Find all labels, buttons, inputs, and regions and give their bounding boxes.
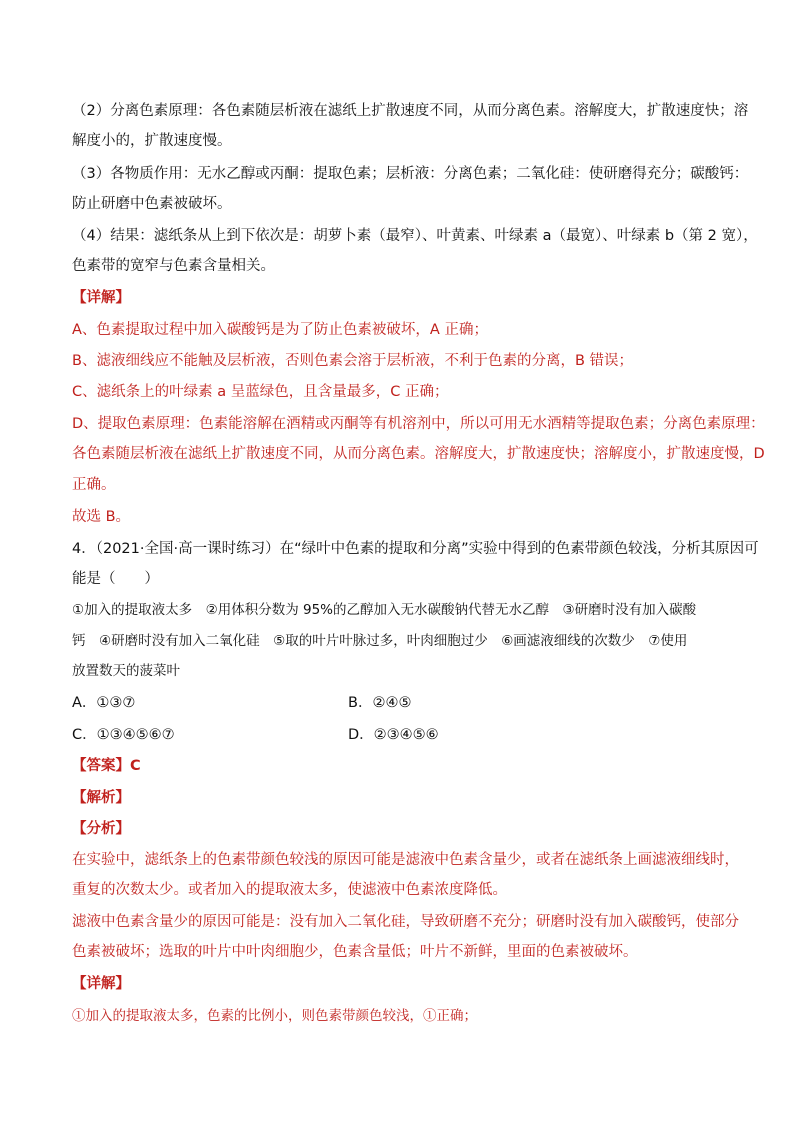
detail-option-d-line1: D、提取色素原理：色素能溶解在酒精或丙酮等有机溶剂中，所以可用无水酒精等提取色素；分离色素原理： [72,416,765,432]
answer-label: 【答案】C [72,758,141,774]
intro-p3-line1: （3）各物质作用：无水乙醇或丙酮：提取色素；层析液：分离色素；二氧化硅：使研磨得充分；碳酸钙： [72,166,749,182]
option-d: D．②③④⑤⑥ [348,727,439,743]
analysis-label: 【解析】 [72,790,130,806]
detail-option-a: A、色素提取过程中加入碳酸钙是为了防止色素被破坏，A 正确； [72,322,488,338]
detail2-heading: 【详解】 [72,976,130,992]
question-stem-line1: 4．（2021·全国·高一课时练习）在“绿叶中色素的提取和分离”实验中得到的色素带颜色较浅，分析其原因可 [72,541,759,557]
detail-option-d-line3: 正确。 [72,477,116,493]
question-stem-line2: 能是（ ） [72,571,159,587]
question-items-line3: 放置数天的菠菜叶 [72,663,180,679]
detail2-item1: ①加入的提取液太多，色素的比例小，则色素带颜色较浅，①正确； [72,1008,477,1024]
fenxi-line3: 滤液中色素含量少的原因可能是：没有加入二氧化硅，导致研磨不充分；研磨时没有加入碳酸钙，使部分 [72,914,739,930]
detail-option-d-line2: 各色素随层析液在滤纸上扩散速度不同，从而分离色素。溶解度大，扩散速度快；溶解度小，扩散速度慢，D [72,446,765,462]
intro-p4-line1: （4）结果：滤纸条从上到下依次是：胡萝卜素（最窄）、叶黄素、叶绿素 a（最宽）、叶绿素 b（第 2 宽）， [72,228,758,244]
intro-p4-line2: 色素带的宽窄与色素含量相关。 [72,258,275,274]
option-c: C．①③④⑤⑥⑦ [72,727,175,743]
detail-option-b: B、滤液细线应不能触及层析液，否则色素会溶于层析液，不利于色素的分离，B 错误； [72,353,634,369]
fenxi-line2: 重复的次数太少。或者加入的提取液太多，使滤液中色素浓度降低。 [72,882,507,898]
intro-p3-line2: 防止研磨中色素被破坏。 [72,196,232,212]
detail-heading: 【详解】 [72,290,130,306]
option-b: B．②④⑤ [348,695,412,711]
fenxi-line1: 在实验中，滤纸条上的色素带颜色较浅的原因可能是滤液中色素含量少，或者在滤纸条上画滤液细线时， [72,852,739,868]
intro-p2-line1: （2）分离色素原理：各色素随层析液在滤纸上扩散速度不同，从而分离色素。溶解度大，扩散速度快；溶 [72,103,749,119]
fenxi-line4: 色素被破坏；选取的叶片中叶肉细胞少，色素含量低；叶片不新鲜，里面的色素被破坏。 [72,944,638,960]
question-items-line1: ①加入的提取液太多 ②用体积分数为 95%的乙醇加入无水碳酸钠代替无水乙醇 ③研磨时没有加入碳酸 [72,602,697,618]
question-items-line2: 钙 ④研磨时没有加入二氧化硅 ⑤取的叶片叶脉过多，叶肉细胞过少 ⑥画滤液细线的次数少 ⑦使用 [72,633,688,649]
fenxi-label: 【分析】 [72,821,130,837]
detail-option-c: C、滤纸条上的叶绿素 a 呈蓝绿色，且含量最多，C 正确； [72,384,449,400]
intro-p2-line2: 解度小的，扩散速度慢。 [72,133,232,149]
option-a: A．①③⑦ [72,695,136,711]
detail-conclusion: 故选 B。 [72,509,131,525]
